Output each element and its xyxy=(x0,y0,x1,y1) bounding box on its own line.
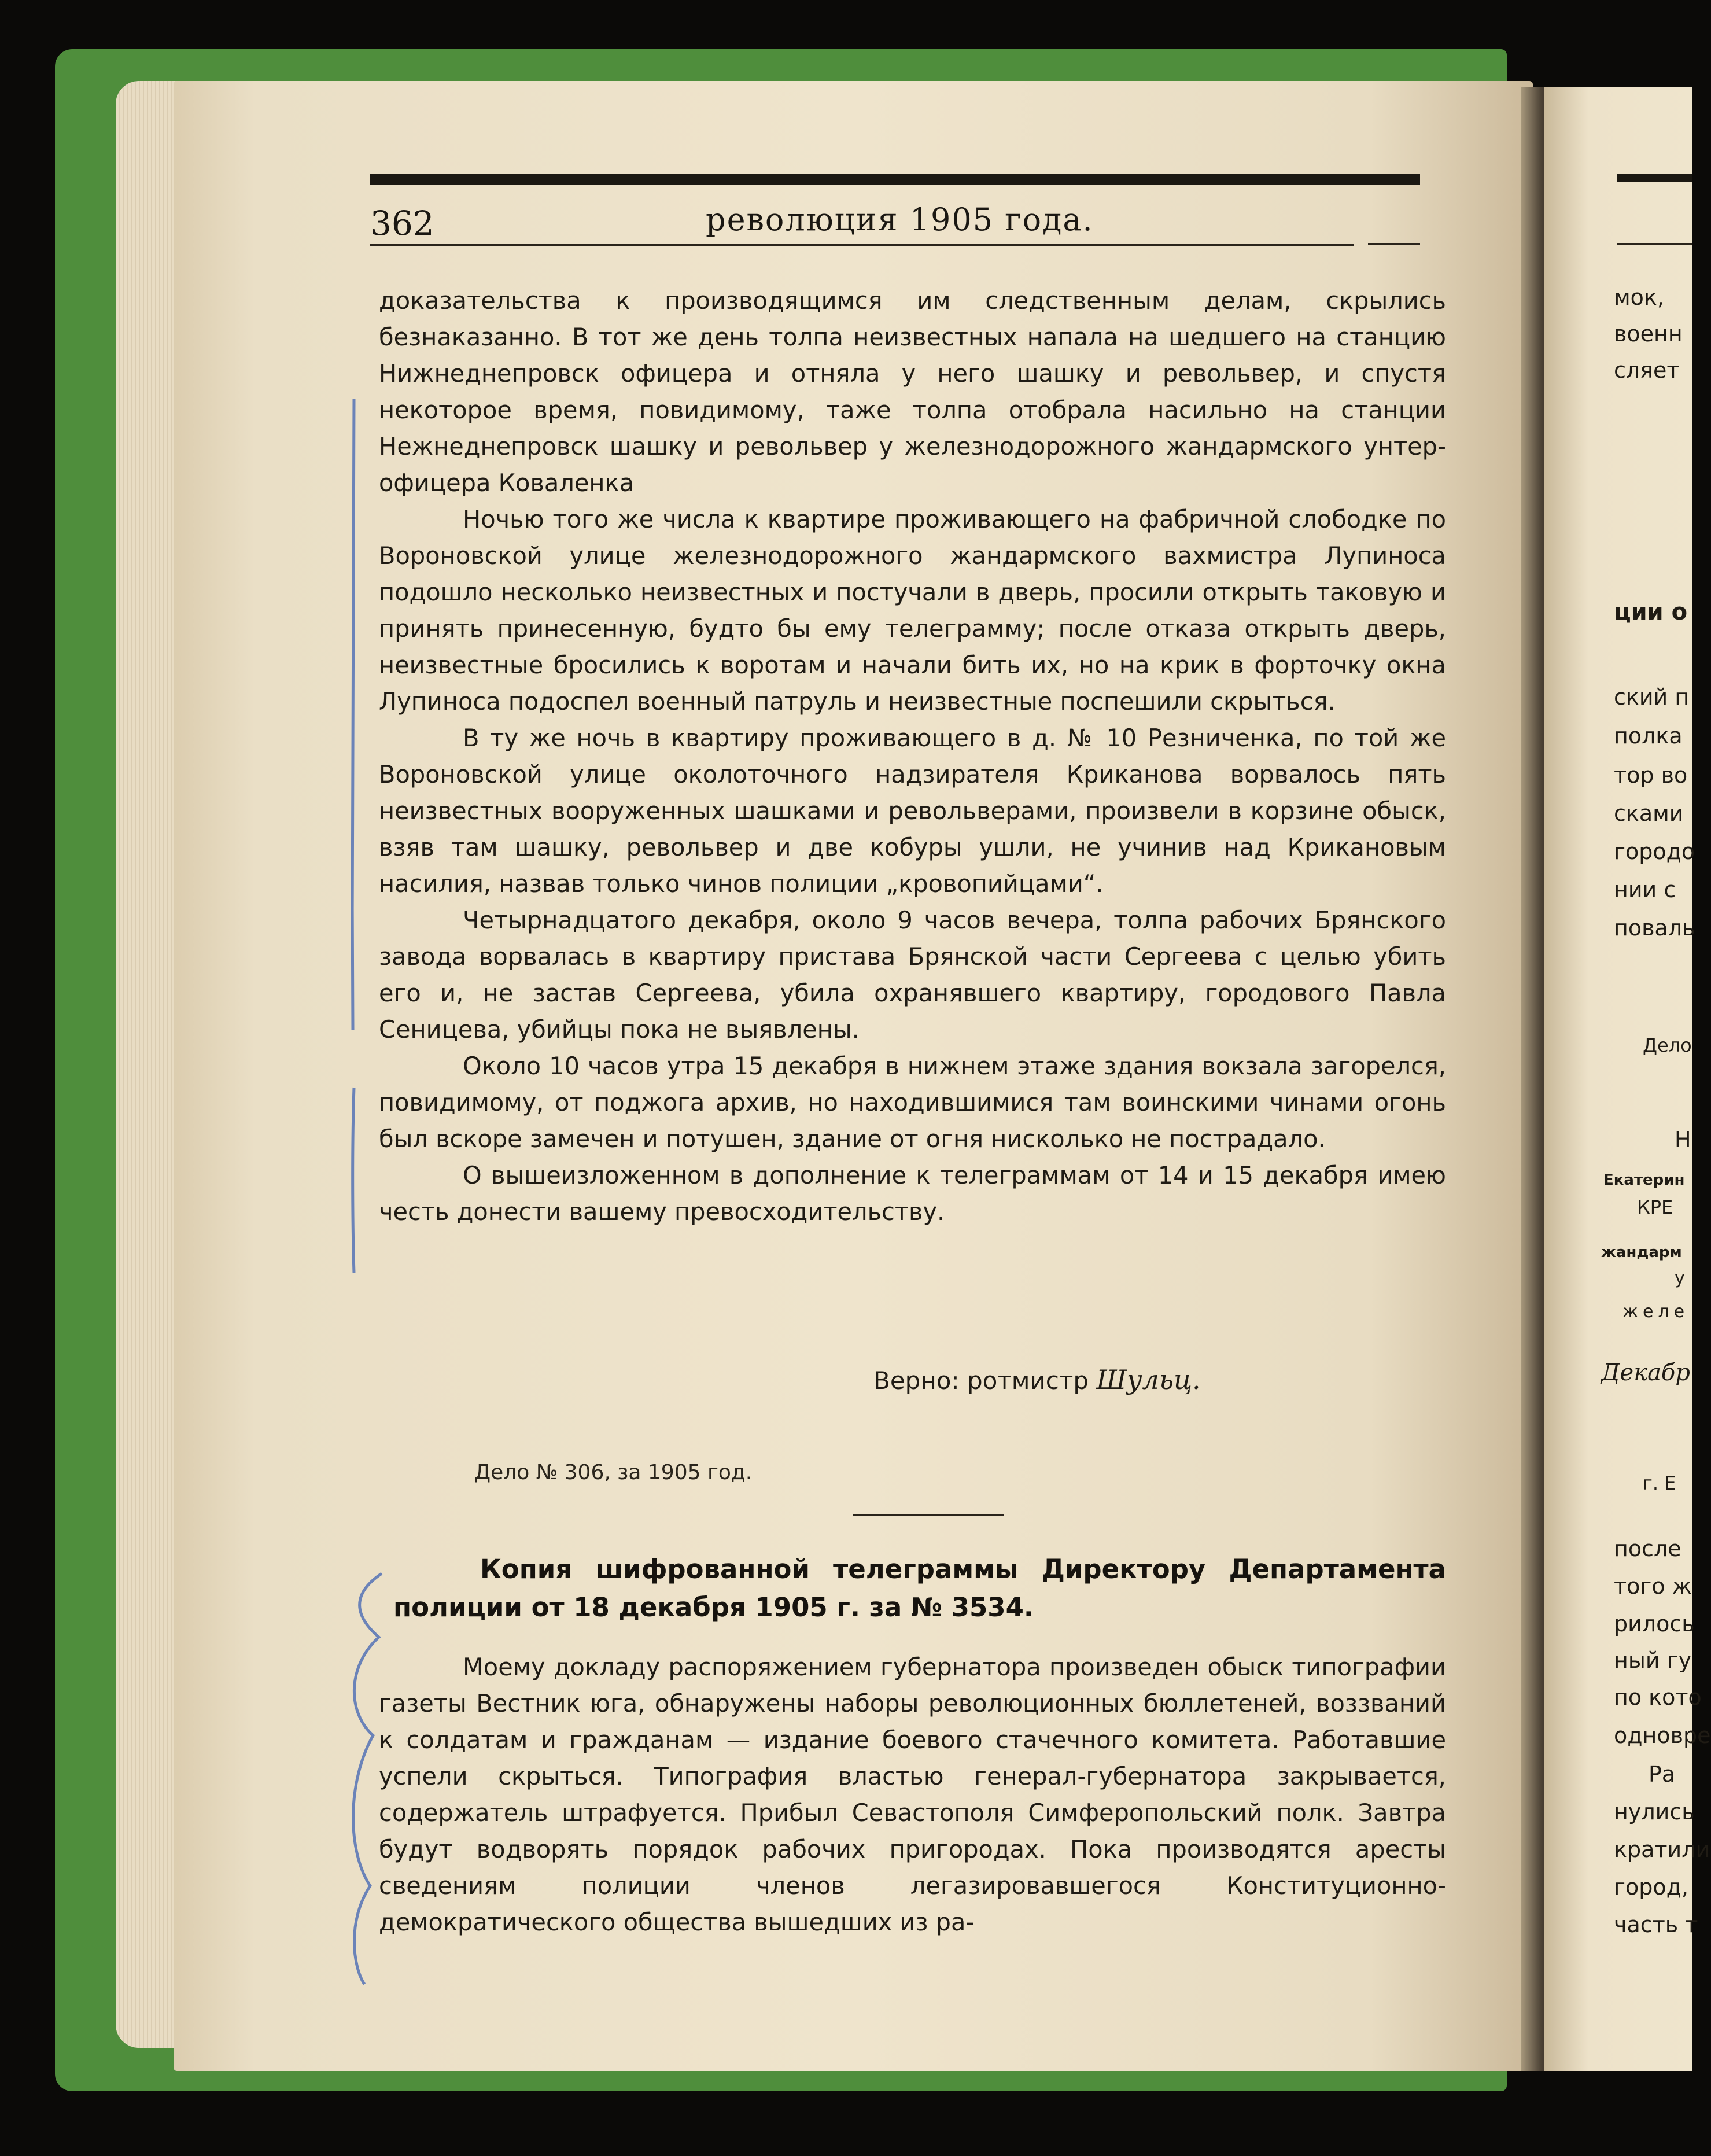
signature-line xyxy=(873,1364,1201,1395)
right-fragment: г. Е xyxy=(1643,1472,1676,1494)
paragraph: В ту же ночь в квартиру проживающего в д. № 10 Резниченка, по той же Вороновской улице околоточного надзирателя Криканова ворвалось пять неизвестных вооруженных шашками и револьверами, произвели в корзине обыск, взяв там шашку, револьвер и две кобуры ушли, не учинив над Крикановым насилия, назвав только чинов полиции „кровопийцами“. xyxy=(379,724,1446,898)
right-fragment: сляет xyxy=(1614,358,1680,383)
signature-name: Шульц. xyxy=(1096,1364,1201,1395)
right-fragment: по кото xyxy=(1614,1685,1702,1710)
signature-prefix: Верно: ротмистр xyxy=(873,1366,1089,1395)
section-separator xyxy=(853,1514,1004,1516)
right-fragment: Ра xyxy=(1649,1761,1676,1787)
right-fragment: кратили xyxy=(1614,1837,1710,1862)
right-fragment: тор во xyxy=(1614,762,1688,788)
right-fragment: желе xyxy=(1623,1302,1690,1322)
right-fragment: ский п xyxy=(1614,684,1690,710)
right-fragment: у xyxy=(1675,1268,1685,1288)
paragraph: Около 10 часов утра 15 декабря в нижнем этаже здания вокзала загорелся, повидимому, от поджога архив, но находившимися там воинскими чинами огонь был вскоре замечен и потушен, здание от огня нисколько не пострадало. xyxy=(379,1052,1446,1153)
right-fragment: Н xyxy=(1675,1127,1691,1152)
right-fragment: нулись xyxy=(1614,1799,1695,1825)
right-fragment: часть т xyxy=(1614,1912,1698,1937)
right-fragment: одновре xyxy=(1614,1723,1711,1748)
header-underline-end xyxy=(1368,243,1420,245)
paragraph: доказательства к производящимся им следственным делам, скрылись безнаказанно. В тот же день толпа неизвестных напала на шедшего на станцию Нижнеднепровск офицера и отняла у него шашку и револьвер, и спустя некоторое время, повидимому, таже толпа отобрала насильно на станции Нежнеднепровск шашку и револьвер у железнодорожного жандармского унтер-офицера Коваленка xyxy=(379,286,1446,497)
telegram-heading xyxy=(393,1550,1446,1627)
telegram-heading-text: Копия шифрованной телеграммы Директору Департамента полиции от 18 декабря 1905 г. за № 3534. xyxy=(393,1554,1446,1623)
right-fragment: нии с xyxy=(1614,877,1676,902)
right-fragment: военн xyxy=(1614,321,1683,347)
right-fragment: Дело xyxy=(1643,1034,1692,1056)
right-fragment: после xyxy=(1614,1536,1682,1561)
running-title: революция 1905 года. xyxy=(706,201,1094,238)
right-header-underline xyxy=(1617,243,1692,245)
right-fragment: сками xyxy=(1614,801,1684,826)
header-underline xyxy=(370,244,1354,246)
right-fragment: того ж xyxy=(1614,1573,1692,1599)
case-reference: Дело № 306, за 1905 год. xyxy=(474,1461,753,1484)
page-number: 362 xyxy=(370,204,434,243)
paragraph: Ночью того же числа к квартире проживающего на фабричной слободке по Вороновской улице железнодорожного жандармского вахмистра Лупиноса подошло несколько неизвестных и постучали в дверь, просили открыть таковую и принять принесенную, будто бы ему телеграмму; после отказа открыть дверь, неизвестные бросились к воротам и начали бить их, но на крик в форточку окна Лупиноса подоспел военный патруль и неизвестные поспешили скрыться. xyxy=(379,505,1446,716)
right-fragment: ный гу xyxy=(1614,1648,1692,1673)
right-fragment: мок, xyxy=(1614,285,1664,310)
right-fragment: рилось xyxy=(1614,1611,1695,1637)
right-fragment: город, xyxy=(1614,1874,1688,1900)
paragraph: Моему докладу распоряжением губернатора произведен обыск типографии газеты Вестник юга, обнаружены наборы революционных бюллетеней, воззваний к солдатам и гражданам — издание боевого стачечного комитета. Работавшие успели скрыться. Типография властью генерал-губернатора закрывается, содержатель штрафуется. Прибыл Севастополя Симферопольский полк. Завтра будут водворять порядок рабочих пригородах. Пока производятся аресты сведениям полиции членов легазировавшегося Конституционно-демократического общества вышедших из ра- xyxy=(379,1653,1446,1936)
right-fragment: ции о xyxy=(1614,599,1688,625)
right-fragment: Декабр xyxy=(1601,1359,1690,1386)
main-text xyxy=(379,282,1446,1230)
right-fragment: Екатерин xyxy=(1603,1171,1685,1189)
header-rule xyxy=(370,174,1420,185)
right-header-rule xyxy=(1617,174,1692,182)
right-fragment: КРЕ xyxy=(1637,1196,1673,1218)
paragraph: О вышеизложенном в дополнение к телеграммам от 14 и 15 декабря имею честь донести вашему превосходительству. xyxy=(379,1161,1446,1226)
telegram-body xyxy=(379,1649,1446,1940)
paragraph: Четырнадцатого декабря, около 9 часов вечера, толпа рабочих Брянского завода ворвалась в квартиру пристава Брянской части Сергеева с целью убить его и, не застав Сергеева, убила охранявшего квартиру, городового Павла Сеницева, убийцы пока не выявлены. xyxy=(379,906,1446,1044)
right-fragment: поваль xyxy=(1614,915,1695,941)
right-fragment: городо xyxy=(1614,839,1695,864)
right-fragment: жандарм xyxy=(1601,1244,1682,1261)
right-fragment: полка xyxy=(1614,723,1683,749)
